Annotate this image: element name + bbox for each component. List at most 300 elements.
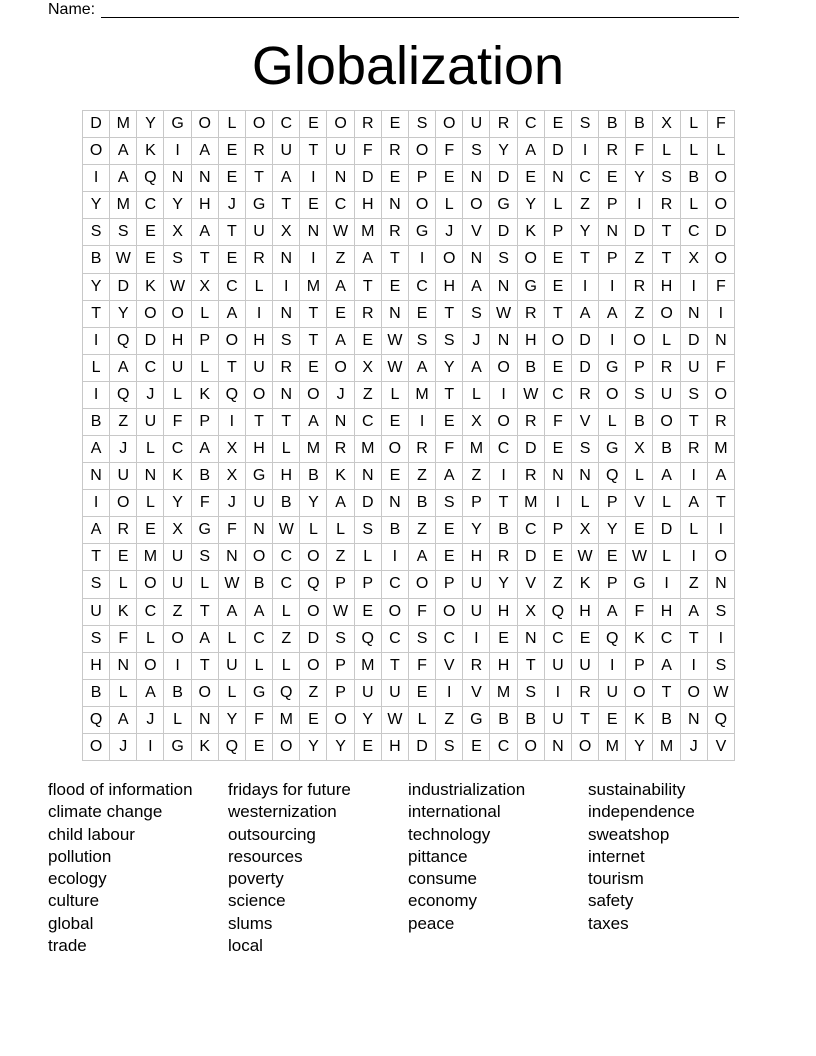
grid-cell: N — [545, 165, 572, 192]
grid-cell: E — [219, 165, 246, 192]
grid-cell: D — [708, 219, 735, 246]
grid-cell: Z — [110, 409, 137, 436]
grid-cell: Y — [219, 707, 246, 734]
word-list-item: westernization — [228, 802, 337, 822]
grid-cell: N — [327, 409, 354, 436]
grid-cell: R — [518, 409, 545, 436]
grid-cell: W — [110, 246, 137, 273]
grid-cell: E — [110, 544, 137, 571]
grid-cell: I — [382, 544, 409, 571]
grid-cell: N — [382, 192, 409, 219]
grid-cell: E — [137, 219, 164, 246]
grid-cell: N — [463, 165, 490, 192]
grid-cell: R — [355, 301, 382, 328]
grid-cell: Y — [164, 192, 191, 219]
grid-cell: T — [653, 246, 680, 273]
grid-cell: O — [137, 301, 164, 328]
grid-cell: L — [137, 626, 164, 653]
grid-cell: O — [83, 138, 110, 165]
grid-cell: H — [83, 653, 110, 680]
grid-cell: U — [463, 599, 490, 626]
grid-cell: E — [300, 707, 327, 734]
grid-cell: G — [246, 192, 273, 219]
grid-cell: O — [708, 544, 735, 571]
grid-cell: X — [192, 274, 219, 301]
grid-cell: W — [382, 328, 409, 355]
grid-cell: C — [219, 274, 246, 301]
grid-cell: G — [463, 707, 490, 734]
grid-cell: Z — [436, 707, 463, 734]
grid-cell: O — [708, 382, 735, 409]
grid-cell: N — [355, 463, 382, 490]
grid-cell: J — [219, 192, 246, 219]
grid-cell: K — [192, 734, 219, 761]
grid-cell: R — [246, 138, 273, 165]
grid-cell: R — [653, 192, 680, 219]
grid-cell: N — [110, 653, 137, 680]
grid-cell: X — [355, 355, 382, 382]
grid-cell: M — [708, 436, 735, 463]
grid-cell: I — [599, 653, 626, 680]
grid-cell: D — [653, 517, 680, 544]
grid-cell: T — [300, 301, 327, 328]
grid-cell: E — [355, 599, 382, 626]
grid-cell: S — [653, 165, 680, 192]
grid-cell: Y — [300, 734, 327, 761]
grid-cell: C — [137, 192, 164, 219]
grid-cell: L — [708, 138, 735, 165]
grid-cell: U — [110, 463, 137, 490]
grid-cell: F — [626, 138, 653, 165]
grid-cell: M — [273, 707, 300, 734]
grid-cell: R — [708, 409, 735, 436]
grid-cell: G — [164, 734, 191, 761]
grid-cell: U — [246, 219, 273, 246]
grid-cell: I — [681, 653, 708, 680]
grid-cell: D — [518, 544, 545, 571]
grid-cell: L — [653, 544, 680, 571]
grid-cell: B — [300, 463, 327, 490]
grid-cell: S — [436, 734, 463, 761]
grid-cell: L — [192, 571, 219, 598]
grid-cell: A — [681, 490, 708, 517]
grid-cell: A — [110, 138, 137, 165]
grid-cell: A — [599, 599, 626, 626]
grid-cell: D — [572, 328, 599, 355]
grid-cell: L — [327, 517, 354, 544]
grid-cell: O — [192, 111, 219, 138]
grid-cell: R — [653, 355, 680, 382]
word-list-item: local — [228, 936, 263, 956]
word-list-item: independence — [588, 802, 695, 822]
grid-cell: O — [490, 409, 517, 436]
grid-cell: T — [681, 626, 708, 653]
grid-cell: T — [653, 680, 680, 707]
grid-cell: E — [545, 544, 572, 571]
grid-cell: I — [490, 382, 517, 409]
grid-cell: B — [626, 111, 653, 138]
grid-cell: Z — [409, 517, 436, 544]
grid-cell: L — [545, 192, 572, 219]
grid-cell: X — [164, 219, 191, 246]
grid-cell: H — [164, 328, 191, 355]
grid-cell: E — [599, 544, 626, 571]
grid-cell: U — [164, 544, 191, 571]
grid-cell: N — [83, 463, 110, 490]
grid-cell: O — [327, 707, 354, 734]
grid-cell: R — [490, 544, 517, 571]
grid-cell: U — [273, 138, 300, 165]
word-list-item: ecology — [48, 869, 107, 889]
grid-cell: A — [110, 707, 137, 734]
grid-cell: I — [653, 571, 680, 598]
grid-cell: A — [518, 138, 545, 165]
grid-cell: T — [653, 219, 680, 246]
grid-cell: U — [137, 409, 164, 436]
grid-cell: O — [300, 382, 327, 409]
grid-cell: T — [83, 544, 110, 571]
grid-cell: G — [626, 571, 653, 598]
grid-cell: R — [490, 111, 517, 138]
grid-cell: I — [83, 382, 110, 409]
grid-cell: B — [626, 409, 653, 436]
grid-cell: F — [110, 626, 137, 653]
word-list-item: consume — [408, 869, 477, 889]
grid-cell: K — [327, 463, 354, 490]
word-list-column — [228, 779, 408, 957]
grid-cell: M — [300, 274, 327, 301]
grid-cell: F — [708, 355, 735, 382]
grid-cell: A — [327, 274, 354, 301]
grid-cell: B — [192, 463, 219, 490]
grid-cell: G — [246, 680, 273, 707]
grid-cell: Q — [355, 626, 382, 653]
grid-cell: Z — [164, 599, 191, 626]
grid-cell: O — [708, 246, 735, 273]
grid-cell: K — [192, 382, 219, 409]
grid-cell: M — [355, 653, 382, 680]
grid-cell: U — [355, 680, 382, 707]
grid-cell: Y — [572, 219, 599, 246]
grid-cell: A — [463, 355, 490, 382]
grid-cell: E — [355, 328, 382, 355]
grid-cell: L — [436, 192, 463, 219]
grid-cell: L — [246, 274, 273, 301]
grid-cell: Y — [164, 490, 191, 517]
grid-cell: T — [518, 653, 545, 680]
grid-cell: I — [436, 680, 463, 707]
grid-cell: H — [246, 328, 273, 355]
grid-cell: J — [110, 734, 137, 761]
word-list-item: resources — [228, 846, 303, 866]
grid-cell: L — [572, 490, 599, 517]
grid-cell: J — [327, 382, 354, 409]
grid-cell: N — [300, 219, 327, 246]
grid-cell: O — [382, 599, 409, 626]
grid-cell: R — [246, 246, 273, 273]
grid-cell: V — [436, 653, 463, 680]
grid-cell: Y — [490, 571, 517, 598]
grid-cell: R — [518, 301, 545, 328]
grid-cell: X — [219, 463, 246, 490]
grid-cell: K — [518, 219, 545, 246]
grid-cell: O — [409, 138, 436, 165]
grid-cell: Q — [110, 328, 137, 355]
grid-cell: R — [681, 436, 708, 463]
grid-cell: O — [219, 328, 246, 355]
grid-cell: R — [355, 111, 382, 138]
grid-cell: Y — [490, 138, 517, 165]
grid-cell: M — [137, 544, 164, 571]
grid-cell: O — [599, 382, 626, 409]
grid-cell: D — [300, 626, 327, 653]
grid-cell: X — [273, 219, 300, 246]
grid-cell: O — [164, 301, 191, 328]
grid-cell: V — [463, 219, 490, 246]
grid-cell: O — [382, 436, 409, 463]
grid-cell: M — [653, 734, 680, 761]
grid-cell: B — [653, 707, 680, 734]
grid-cell: E — [545, 274, 572, 301]
grid-cell: K — [137, 138, 164, 165]
grid-cell: M — [355, 219, 382, 246]
grid-cell: L — [273, 436, 300, 463]
grid-cell: S — [572, 111, 599, 138]
grid-cell: C — [273, 111, 300, 138]
grid-cell: S — [572, 436, 599, 463]
grid-cell: O — [327, 355, 354, 382]
grid-cell: Y — [327, 734, 354, 761]
grid-cell: P — [599, 490, 626, 517]
grid-cell: W — [490, 301, 517, 328]
word-list-item: slums — [228, 913, 273, 933]
grid-cell: C — [545, 626, 572, 653]
grid-cell: P — [327, 653, 354, 680]
word-list-item: poverty — [228, 869, 284, 889]
grid-cell: W — [518, 382, 545, 409]
grid-cell: Y — [599, 517, 626, 544]
grid-cell: N — [327, 165, 354, 192]
grid-cell: P — [327, 680, 354, 707]
grid-cell: A — [463, 274, 490, 301]
grid-cell: W — [708, 680, 735, 707]
word-list-item: sustainability — [588, 780, 686, 799]
grid-cell: P — [409, 165, 436, 192]
grid-cell: I — [545, 680, 572, 707]
grid-cell: U — [545, 653, 572, 680]
grid-cell: A — [137, 680, 164, 707]
grid-cell: S — [164, 246, 191, 273]
grid-cell: I — [545, 490, 572, 517]
grid-cell: K — [110, 599, 137, 626]
grid-cell: Q — [300, 571, 327, 598]
grid-cell: F — [192, 490, 219, 517]
grid-cell: G — [409, 219, 436, 246]
grid-cell: V — [708, 734, 735, 761]
grid-cell: O — [409, 192, 436, 219]
grid-cell: S — [490, 246, 517, 273]
grid-cell: Y — [626, 165, 653, 192]
grid-cell: I — [708, 301, 735, 328]
grid-cell: I — [708, 517, 735, 544]
grid-cell: M — [599, 734, 626, 761]
grid-cell: X — [626, 436, 653, 463]
grid-cell: U — [572, 653, 599, 680]
grid-cell: W — [219, 571, 246, 598]
grid-cell: K — [572, 571, 599, 598]
grid-cell: Q — [708, 707, 735, 734]
grid-cell: Z — [273, 626, 300, 653]
grid-cell: Q — [599, 463, 626, 490]
grid-cell: I — [599, 328, 626, 355]
grid-cell: C — [382, 571, 409, 598]
grid-cell: U — [599, 680, 626, 707]
grid-cell: I — [572, 138, 599, 165]
grid-cell: L — [137, 436, 164, 463]
grid-cell: I — [681, 463, 708, 490]
grid-cell: S — [409, 328, 436, 355]
grid-cell: G — [246, 463, 273, 490]
grid-cell: O — [137, 653, 164, 680]
grid-cell: A — [355, 246, 382, 273]
grid-cell: T — [83, 301, 110, 328]
word-list-item: industrialization — [408, 780, 526, 799]
grid-cell: N — [192, 707, 219, 734]
grid-cell: O — [518, 246, 545, 273]
grid-cell: Q — [219, 382, 246, 409]
grid-cell: N — [490, 328, 517, 355]
grid-cell: H — [246, 436, 273, 463]
grid-cell: N — [382, 301, 409, 328]
grid-cell: Z — [626, 246, 653, 273]
grid-cell: I — [409, 409, 436, 436]
grid-cell: C — [436, 626, 463, 653]
grid-cell: O — [409, 571, 436, 598]
grid-cell: Y — [300, 490, 327, 517]
grid-cell: Y — [436, 355, 463, 382]
grid-cell: D — [518, 436, 545, 463]
grid-cell: P — [327, 571, 354, 598]
grid-cell: N — [572, 463, 599, 490]
grid-cell: D — [572, 355, 599, 382]
grid-cell: S — [436, 328, 463, 355]
grid-cell: T — [382, 246, 409, 273]
grid-cell: A — [327, 328, 354, 355]
grid-cell: I — [708, 626, 735, 653]
grid-cell: S — [436, 490, 463, 517]
word-list-item: internet — [588, 846, 645, 866]
grid-cell: K — [137, 274, 164, 301]
grid-cell: S — [83, 571, 110, 598]
grid-cell: S — [327, 626, 354, 653]
grid-cell: W — [164, 274, 191, 301]
grid-cell: N — [463, 246, 490, 273]
grid-cell: Y — [83, 274, 110, 301]
grid-cell: C — [490, 436, 517, 463]
grid-cell: D — [137, 328, 164, 355]
word-list-item: fridays for future — [228, 780, 351, 799]
grid-cell: I — [219, 409, 246, 436]
grid-cell: A — [653, 653, 680, 680]
grid-cell: N — [273, 382, 300, 409]
grid-cell: B — [382, 517, 409, 544]
grid-cell: L — [653, 490, 680, 517]
grid-cell: O — [436, 599, 463, 626]
grid-cell: I — [572, 274, 599, 301]
grid-cell: A — [409, 355, 436, 382]
grid-cell: F — [436, 436, 463, 463]
grid-cell: G — [599, 436, 626, 463]
grid-cell: M — [518, 490, 545, 517]
grid-cell: R — [110, 517, 137, 544]
grid-cell: L — [192, 355, 219, 382]
grid-cell: I — [490, 463, 517, 490]
grid-cell: H — [572, 599, 599, 626]
grid-cell: L — [83, 355, 110, 382]
grid-cell: C — [273, 571, 300, 598]
grid-cell: C — [653, 626, 680, 653]
grid-cell: C — [382, 626, 409, 653]
grid-cell: I — [626, 192, 653, 219]
grid-cell: B — [83, 246, 110, 273]
grid-cell: T — [382, 653, 409, 680]
grid-cell: A — [436, 463, 463, 490]
grid-cell: A — [572, 301, 599, 328]
word-list-item: trade — [48, 936, 87, 956]
grid-cell: R — [626, 274, 653, 301]
grid-cell: J — [110, 436, 137, 463]
grid-cell: O — [300, 544, 327, 571]
word-list-item: pollution — [48, 846, 112, 866]
grid-cell: T — [300, 138, 327, 165]
grid-cell: J — [681, 734, 708, 761]
grid-cell: S — [708, 653, 735, 680]
grid-cell: P — [192, 409, 219, 436]
grid-cell: M — [355, 436, 382, 463]
grid-cell: C — [273, 544, 300, 571]
grid-cell: G — [490, 192, 517, 219]
grid-cell: T — [192, 653, 219, 680]
grid-cell: E — [409, 680, 436, 707]
grid-cell: C — [572, 165, 599, 192]
grid-cell: P — [599, 571, 626, 598]
word-list-column — [588, 779, 768, 957]
grid-cell: T — [572, 246, 599, 273]
grid-cell: L — [164, 382, 191, 409]
grid-cell: O — [192, 680, 219, 707]
grid-cell: A — [599, 301, 626, 328]
grid-cell: P — [626, 653, 653, 680]
grid-cell: Q — [219, 734, 246, 761]
grid-cell: A — [273, 165, 300, 192]
grid-cell: E — [463, 734, 490, 761]
grid-cell: I — [300, 246, 327, 273]
grid-cell: U — [382, 680, 409, 707]
grid-cell: R — [409, 436, 436, 463]
name-line — [101, 3, 739, 18]
grid-cell: Z — [681, 571, 708, 598]
word-list — [48, 779, 768, 957]
grid-cell: S — [409, 111, 436, 138]
grid-cell: S — [708, 599, 735, 626]
grid-cell: O — [300, 599, 327, 626]
grid-cell: R — [599, 138, 626, 165]
grid-cell: W — [626, 544, 653, 571]
grid-cell: O — [653, 409, 680, 436]
grid-cell: A — [83, 517, 110, 544]
grid-cell: U — [545, 707, 572, 734]
grid-cell: G — [164, 111, 191, 138]
